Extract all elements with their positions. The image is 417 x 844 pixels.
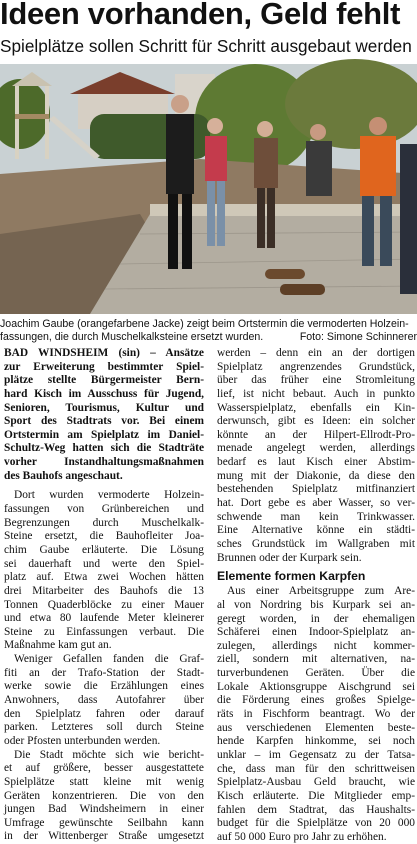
article-paragraph [217,347,415,565]
caption-line [0,331,417,344]
article-paragraph [4,653,204,748]
text-line: al von Nordring bis Kurpark sei an- [217,598,415,611]
text-line: fahlen dem Stadtrat, das Haushalts- [217,803,415,816]
text-line: Brunnen oder der Kurpark sein. [217,551,362,564]
article-paragraph [4,489,204,653]
text-line: und etwa 80 laufende Meter kleinerer [4,612,204,625]
text-line: lief, ist nicht bebaut. Auch in punkto [217,387,415,400]
text-line: auf 50 000 Euro pro Jahr zu erhöhen. [217,830,387,843]
article-paragraph [4,749,204,844]
text-line: hat. Dort gebe es aber Wasser, so ver- [217,497,415,510]
text-line: schwende man kein Trinkwasser. [217,510,415,523]
text-line: Die Stadt möchte sich wie bericht- [14,748,204,761]
text-line: des Bauhofs angeschaut. [4,469,123,482]
text-line: sches Grundstück im Wallgraben mit [217,537,415,550]
text-line: aus verschiedenen Elementen beste- [217,721,415,734]
text-line: räts in Fischform beantragt. Wo der [217,708,415,721]
text-line: vorher Instandhaltungsmaßnahmen [4,456,204,469]
text-line: et auf größere, besser ausgestattete [4,762,204,775]
text-line: geregt worden, in der ehemaligen [217,612,415,625]
text-line: Aus einer Arbeitsgruppe zum Are- [227,585,415,598]
text-line: fiti an der Trafo-Station der Stadt- [4,666,204,679]
playground-photo [0,64,417,314]
text-line: drei Mitarbeiter des Bauhofs die 13 [4,584,204,597]
text-line: oder Pfosten unterbunden werden. [4,734,161,747]
text-line: Maßnahme kam gut an. [4,639,112,652]
article-paragraph [217,585,415,844]
text-line: parken. Letzteres soll durch Steine [4,721,204,734]
subheadline: Spielplätze sollen Schritt für Schritt ausgebaut werden [0,36,412,56]
photo-credit: Foto: Simone Schinnerer [299,331,417,343]
text-line: könnte an der Hilpert-Ellrodt-Pro- [217,428,415,441]
text-line: Begrenzungen durch Muschelkalk- [4,516,204,529]
text-line: zur Erweiterung bestimmter Spiel- [4,360,204,373]
text-line: Sport des Stadtrats vor. Bei einem [4,415,204,428]
photo-log [265,269,305,279]
text-line: werke sowie die Erzählungen eines [4,680,204,693]
text-line: zulegen, allerdings nicht kommer- [217,639,415,652]
photo-caption [0,318,417,344]
caption-line: Joachim Gaube (orangefarbene Jacke) zeigt beim Ortstermin die vermoderten Holzein- [0,318,409,330]
headline: Ideen vorhanden, Geld fehlt [0,0,401,31]
text-line: fassungen von Grünbereichen und [4,503,204,516]
text-line: hende Karpfen hinkomme, sei noch [217,735,415,748]
text-line: Umfrage gewünschte Seilbahn kann [4,816,204,829]
text-line: menade angelegt werden, allerdings [217,442,415,455]
article-photo [0,64,417,314]
article-lead [4,347,204,483]
section-subheading: Elemente formen Karpfen [217,569,366,584]
text-line: BAD WINDSHEIM (sin) – Ansätze [4,347,204,359]
text-line: Steine ersetzt, die Bauhofleiter Joa- [4,530,204,543]
text-line: mung mit der Diakonie, da diese den [217,469,415,482]
text-line: unklar – im Gegensatz zu der Tatsa- [217,748,415,761]
text-line: Spielplätze statt kleine mit wenig [4,775,204,788]
text-line: Dort wurden vermoderte Holzein- [14,489,204,502]
text-line: Weniger Gefallen fanden die Graf- [14,653,204,666]
text-line: in der Wittenberger Straße umgesetzt [4,830,204,843]
text-line: Geräten konzentrieren. Die von den [4,789,204,802]
article-column-right [217,347,415,844]
text-line: platz auf. Etwa zwei Wochen hätten [4,571,204,584]
text-line: werden – denn ein an der dortigen [217,347,415,359]
photo-person-right-edge [400,144,417,294]
article-column-left [4,347,204,844]
text-line: Eine Alternative könne ein städti- [217,524,415,537]
text-line: Spielplatz-Ausbau Geld braucht, wie [217,776,415,789]
text-line: Wasserspielplatz, ebenfalls ein Kin- [217,401,415,414]
text-line: die Förderung eines großes Spielge- [217,694,415,707]
text-line: Senioren, Tourismus, Kultur und [4,401,204,414]
text-line: ziell, sondern mit alternativen, na- [217,653,415,666]
text-line: den Spielplatz fahren oder darauf [4,707,204,720]
text-line: Kisch erläuterte. Die Mitglieder emp- [217,789,415,802]
text-line: Steine zu Einfassungen verbaut. Die [4,625,204,638]
text-line: Ortstermin am Spielplatz im Daniel- [4,428,204,441]
text-line: Spielplatz angrenzendes Grundstück, [217,360,415,373]
text-line: bedarf es laut Kisch einer Abstim- [217,456,415,469]
caption-line-text: fassungen, die durch Muschelkalksteine ersetzt wurden. [0,331,264,343]
photo-log-2 [280,284,325,295]
text-line: Schultz-Weg hatten sich die Stadträte [4,442,204,455]
text-line: sei dauerhaft und werte den Spiel- [4,557,204,570]
text-line: bestehenden Spielplatz mitfinanziert [217,483,415,496]
text-line: chim Gaube erläuterte. Die Lösung [4,543,204,556]
text-line: Schäferei einen Indoor-Spielplatz an- [217,626,415,639]
text-line: che, dass man für den schrittweisen [217,762,415,775]
text-line: jungen Bad Windsheimern in einer [4,803,204,816]
text-line: budget für die Spielplätze von 20 000 [217,817,415,830]
text-line: hard Kisch im Ausschuss für Jugend, [4,387,204,400]
text-line: Lokale Aktionsgruppe Aischgrund sei [217,680,415,693]
text-line: plätze stellte Bürgermeister Bern- [4,374,204,387]
text-line: derwunsch, gibt es Ideen: ein solcher [217,415,415,428]
text-line: Anwohners, dass Autofahrer über [4,694,204,707]
text-line: über das früher eine Stromleitung [217,374,415,387]
text-line: turverbundenen Geräten. Über die [217,667,415,680]
text-line: Tonnen Quaderblöcke zu einer Mauer [4,598,204,611]
